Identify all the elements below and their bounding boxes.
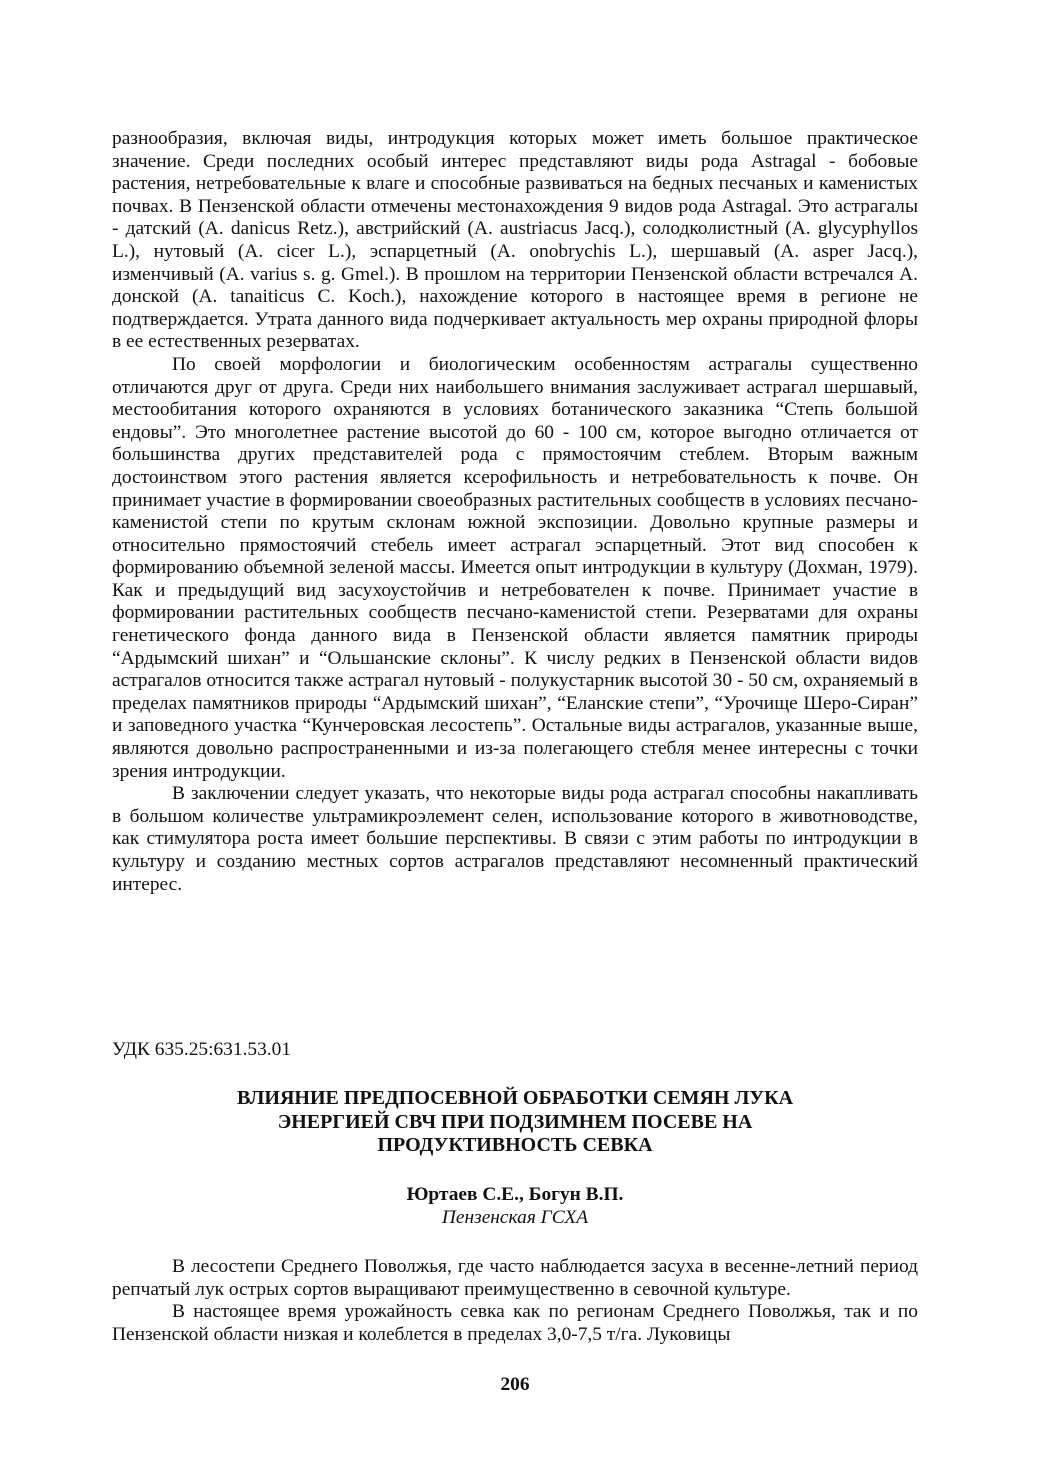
article-authors: Юртаев С.Е., Богун В.П.: [406, 1184, 624, 1205]
body-text-upper: [112, 128, 918, 896]
conclusion-paragraph: В заключении следует указать, что некоторые виды рода астрагал способны накапливать в большом количестве ультрамикроэлемент селен, использование которого в животноводстве, как стимулятора роста имеет большие перспективы. В связи с этим работы по интродукции в культуру и созданию местных сортов астрагалов представляют несомненный практический интерес.: [112, 783, 918, 895]
article-title-line: ЭНЕРГИЕЙ СВЧ ПРИ ПОДЗИМНЕМ ПОСЕВЕ НА: [277, 1110, 753, 1133]
article-title: [112, 1087, 918, 1158]
udc-code: УДК 635.25:631.53.01: [112, 1039, 292, 1060]
page-number: 206: [500, 1374, 530, 1395]
article-paragraph: В настоящее время урожайность севка как по регионам Среднего Поволжья, так и по Пензенской области низкая и колеблется в пределах 3,0-7,5 т/га. Луковицы: [112, 1301, 918, 1345]
article-paragraph: В лесостепи Среднего Поволжья, где часто наблюдается засуха в весенне-летний период репчатый лук острых сортов выращивают преимущественно в севочной культуре.: [112, 1256, 918, 1300]
morphology-paragraph: По своей морфологии и биологическим особенностям астрагалы существенно отличаются друг от друга. Среди них наибольшего внимания заслуживает астрагал шершавый, местообитания которого охраняются в условиях ботанического заказника “Степь большой ендовы”. Это многолетнее растение высотой до 60 - 100 см, которое выгодно отличается от большинства других представителей рода с прямостоячим стеблем. Вторым важным достоинством этого растения является ксерофильность и нетребовательность к почве. Он принимает участие в формировании своеобразных растительных сообществ в условиях песчано-каменистой степи по крутым склонам южной экспозиции. Довольно крупные размеры и относительно прямостоячий стебель имеет астрагал эспарцетный. Этот вид способен к формированию объемной зеленой массы. Имеется опыт интродукции в культуру (Дохман, 1979). Как и предыдущий вид засухоустойчив и нетребователен к почве. Принимает участие в формировании растительных сообществ песчано-каменистой степи. Резерватами для охраны генетического фонда данного вида в Пензенской области является памятник природы “Ардымский шихан” и “Ольшанские склоны”. К числу редких в Пензенской области видов астрагалов относится также астрагал нутовый - полукустарник высотой 30 - 50 см, охраняемый в пределах памятников природы “Ардымский шихан”, “Еланские степи”, “Урочище Шеро-Сиран” и заповедного участка “Кунчеровская лесостепь”. Остальные виды астрагалов, указанные выше, являются довольно распространенными и из-за полегающего стебля менее интересны с точки зрения интродукции.: [112, 353, 918, 782]
article-title-line: ПРОДУКТИВНОСТЬ СЕВКА: [377, 1134, 653, 1156]
body-text-article: [112, 1256, 918, 1346]
article-title-line: ВЛИЯНИЕ ПРЕДПОСЕВНОЙ ОБРАБОТКИ СЕМЯН ЛУКА: [236, 1087, 794, 1109]
intro-paragraph: разнообразия, включая виды, интродукция которых может иметь большое практическое значение. Среди последних особый интерес представляют виды рода Astragal - бобовые растения, нетребовательные к влаге и способные развиваться на бедных песчаных и каменистых почвах. В Пензенской области отмечены местонахождения 9 видов рода Astragal. Это астрагалы - датский (A. danicus Retz.), австрийский (A. austriacus Jacq.), солодколистный (A. glycyphyllos L.), нутовый (A. cicer L.), эспарцетный (A. onobrychis L.), шершавый (A. asper Jacq.), изменчивый (A. varius s. g. Gmel.). В прошлом на территории Пензенской области встречался А. донской (A. tanaiticus C. Koch.), нахождение которого в настоящее время в регионе не подтверждается. Утрата данного вида подчеркивает актуальность мер охраны природной флоры в ее естественных резерватах.: [112, 128, 918, 353]
author-organization: Пензенская ГСХА: [441, 1207, 589, 1228]
